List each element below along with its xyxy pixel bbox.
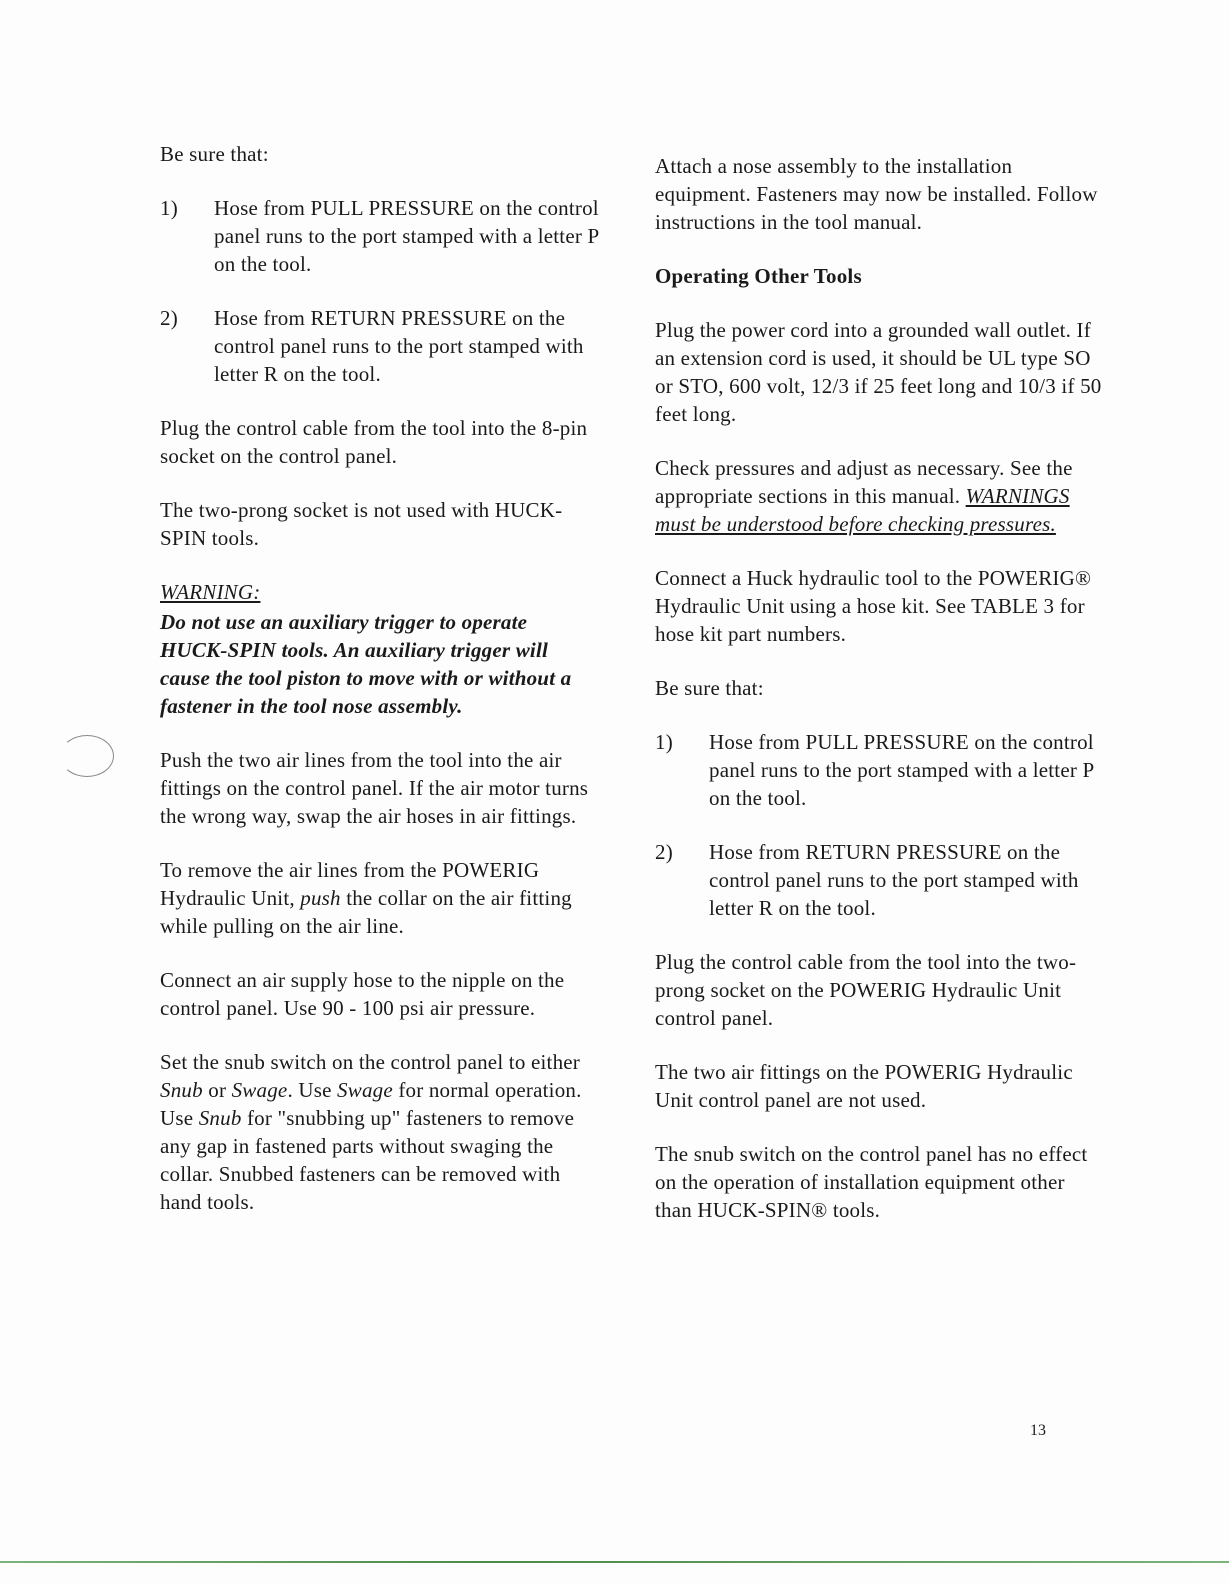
punch-hole-mark (60, 735, 114, 777)
be-sure-intro: Be sure that: (655, 676, 764, 700)
list-item (160, 304, 600, 388)
text-segment: for "snubbing up" fasteners to remove any gap in fastened parts without swaging the collar. Snubbed fasteners can be removed with hand tools. (160, 1106, 575, 1214)
list-item-number: 1) (655, 730, 673, 754)
text-segment: To remove the air lines from the POWERIG Hydraulic Unit, (160, 858, 540, 910)
page-number: 13 (1030, 1422, 1046, 1439)
emphasis-snub: Snub (198, 1106, 242, 1130)
list-item-text: Hose from RETURN PRESSURE on the control panel runs to the port stamped with letter R on the tool. (214, 306, 584, 386)
bottom-rule (0, 1561, 1229, 1563)
snub-switch-paragraph (160, 1048, 600, 1216)
two-prong-paragraph: The two-prong socket is not used with HUCK-SPIN tools. (160, 498, 563, 550)
list-item (655, 728, 1105, 812)
list-item-number: 2) (655, 840, 673, 864)
emphasis-push: push (300, 886, 341, 910)
plug-control-cable-paragraph: Plug the control cable from the tool into the 8-pin socket on the control panel. (160, 416, 588, 468)
attach-nose-paragraph: Attach a nose assembly to the installation equipment. Fasteners may now be installed. Follow instructions in the tool manual. (655, 154, 1098, 234)
power-cord-paragraph: Plug the power cord into a grounded wall outlet. If an extension cord is used, it should be UL type SO or STO, 600 volt, 12/3 if 25 feet long and 10/3 if 50 feet long. (655, 318, 1102, 426)
check-pressures-paragraph (655, 454, 1105, 538)
push-air-lines-paragraph: Push the two air lines from the tool into the air fittings on the control panel. If the air motor turns the wrong way, swap the air hoses in air fittings. (160, 748, 589, 828)
text-segment: or (202, 1078, 232, 1102)
list-item-text: Hose from RETURN PRESSURE on the control panel runs to the port stamped with letter R on the tool. (709, 840, 1079, 920)
text-segment: Check pressures and adjust as necessary. See the appropriate sections in this manual. (655, 456, 1073, 508)
left-column (160, 140, 600, 1242)
emphasis-swage: Swage (337, 1078, 393, 1102)
warning-text: Do not use an auxiliary trigger to operate HUCK-SPIN tools. An auxiliary trigger will cause the tool piston to move with or without a fastener in the tool nose assembly. (160, 610, 572, 718)
air-supply-paragraph: Connect an air supply hose to the nipple on the control panel. Use 90 - 100 psi air pressure. (160, 968, 565, 1020)
remove-air-lines-paragraph (160, 856, 600, 940)
air-fittings-unused-paragraph: The two air fittings on the POWERIG Hydraulic Unit control panel are not used. (655, 1060, 1073, 1112)
text-segment: Set the snub switch on the control panel to either (160, 1050, 580, 1074)
emphasis-swage: Swage (231, 1078, 288, 1102)
list-item (655, 838, 1105, 922)
text-segment: the collar on the air fitting while pulling on the air line. (160, 886, 572, 938)
warnings-inline: WARNINGS must be understood before checking pressures. (655, 484, 1070, 536)
emphasis-snub: Snub (160, 1078, 203, 1102)
snub-switch-effect-paragraph: The snub switch on the control panel has no effect on the operation of installation equipment other than HUCK-SPIN® tools. (655, 1142, 1088, 1222)
list-item-number: 1) (160, 196, 178, 220)
connect-huck-paragraph: Connect a Huck hydraulic tool to the POWERIG® Hydraulic Unit using a hose kit. See TABLE 3 for hose kit part numbers. (655, 566, 1092, 646)
warning-label: WARNING: (160, 580, 261, 604)
warning-block (160, 578, 600, 720)
list-item-text: Hose from PULL PRESSURE on the control panel runs to the port stamped with a letter P on the tool. (709, 730, 1094, 810)
plug-control-two-prong-paragraph: Plug the control cable from the tool into the two-prong socket on the POWERIG Hydraulic Unit control panel. (655, 950, 1077, 1030)
list-item (160, 194, 600, 278)
text-segment: for normal operation. Use (160, 1078, 582, 1130)
text-segment: . Use (287, 1078, 338, 1102)
section-heading: Operating Other Tools (655, 264, 862, 288)
be-sure-intro: Be sure that: (160, 142, 269, 166)
list-item-number: 2) (160, 306, 178, 330)
right-column (655, 152, 1105, 1250)
list-item-text: Hose from PULL PRESSURE on the control panel runs to the port stamped with a letter P on the tool. (214, 196, 599, 276)
